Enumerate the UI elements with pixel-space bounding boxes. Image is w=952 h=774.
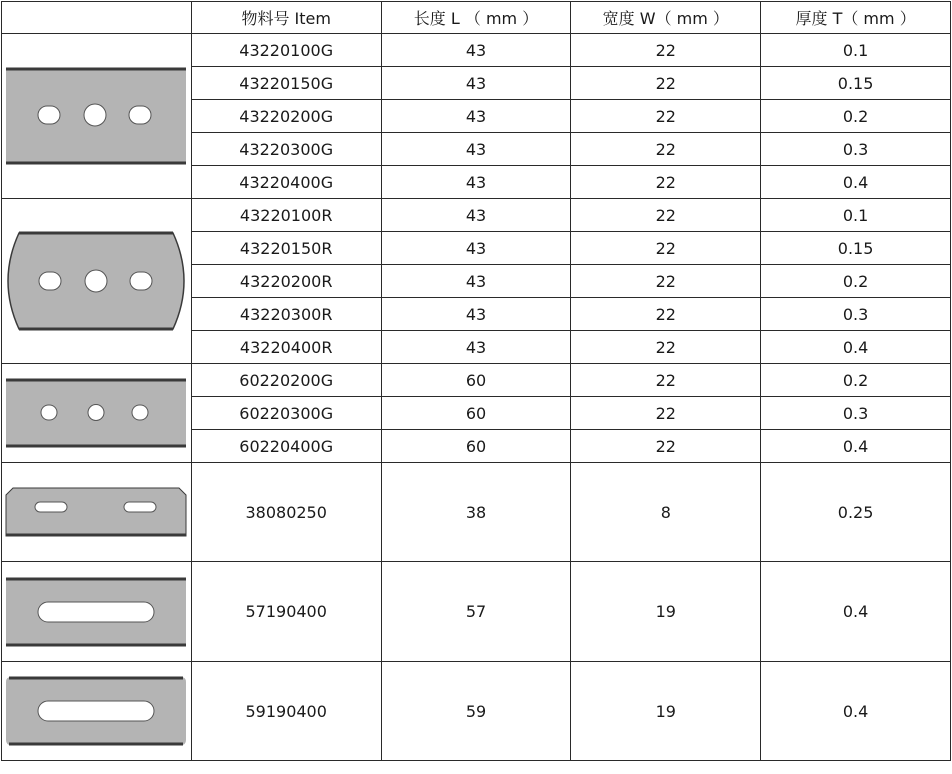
- length-cell: 59: [381, 662, 571, 761]
- thickness-cell: 0.3: [761, 397, 951, 430]
- thickness-cell: 0.1: [761, 34, 951, 67]
- width-cell: 22: [571, 364, 761, 397]
- width-cell: 22: [571, 166, 761, 199]
- blade-chamfered-2slots-image: [5, 487, 187, 537]
- item-cell: 43220200G: [191, 100, 381, 133]
- item-cell: 43220100G: [191, 34, 381, 67]
- blade-image-cell: [2, 364, 192, 463]
- table-header-row: [2, 2, 951, 34]
- item-cell: 60220300G: [191, 397, 381, 430]
- item-cell: 43220400R: [191, 331, 381, 364]
- length-cell: 43: [381, 67, 571, 100]
- header-item: 物料号 Item: [191, 2, 381, 34]
- thickness-cell: 0.4: [761, 430, 951, 463]
- width-cell: 22: [571, 331, 761, 364]
- thickness-cell: 0.15: [761, 232, 951, 265]
- thickness-cell: 0.15: [761, 67, 951, 100]
- length-cell: 43: [381, 34, 571, 67]
- length-cell: 43: [381, 199, 571, 232]
- item-cell: 43220150R: [191, 232, 381, 265]
- table-row: [2, 199, 951, 232]
- length-cell: 43: [381, 232, 571, 265]
- thickness-cell: 0.4: [761, 166, 951, 199]
- blade-spec-table: [1, 1, 951, 761]
- table-row: [2, 463, 951, 562]
- blade-image-cell: [2, 199, 192, 364]
- header-width: 宽度 W（ mm ）: [571, 2, 761, 34]
- item-cell: 43220300G: [191, 133, 381, 166]
- blade-rect-3holes-small-image: [5, 378, 187, 448]
- item-cell: 43220300R: [191, 298, 381, 331]
- thickness-cell: 0.2: [761, 265, 951, 298]
- width-cell: 22: [571, 100, 761, 133]
- thickness-cell: 0.2: [761, 100, 951, 133]
- length-cell: 43: [381, 265, 571, 298]
- width-cell: 8: [571, 463, 761, 562]
- blade-rect-3holes-large-image: [5, 67, 187, 165]
- width-cell: 22: [571, 34, 761, 67]
- thickness-cell: 0.4: [761, 662, 951, 761]
- width-cell: 22: [571, 232, 761, 265]
- length-cell: 57: [381, 562, 571, 662]
- thickness-cell: 0.4: [761, 562, 951, 662]
- item-cell: 43220100R: [191, 199, 381, 232]
- length-cell: 60: [381, 397, 571, 430]
- blade-image-cell: [2, 463, 192, 562]
- item-cell: 43220200R: [191, 265, 381, 298]
- width-cell: 22: [571, 67, 761, 100]
- length-cell: 60: [381, 430, 571, 463]
- item-cell: 59190400: [191, 662, 381, 761]
- thickness-cell: 0.25: [761, 463, 951, 562]
- width-cell: 19: [571, 662, 761, 761]
- item-cell: 43220400G: [191, 166, 381, 199]
- item-cell: 60220200G: [191, 364, 381, 397]
- thickness-cell: 0.3: [761, 298, 951, 331]
- blade-rounded-ends-3holes-image: [5, 229, 187, 333]
- width-cell: 22: [571, 397, 761, 430]
- thickness-cell: 0.4: [761, 331, 951, 364]
- thickness-cell: 0.1: [761, 199, 951, 232]
- blade-rect-long-slot-image: [5, 577, 187, 647]
- blade-image-cell: [2, 562, 192, 662]
- item-cell: 38080250: [191, 463, 381, 562]
- thickness-cell: 0.3: [761, 133, 951, 166]
- width-cell: 22: [571, 265, 761, 298]
- item-cell: 60220400G: [191, 430, 381, 463]
- header-image-cell: [2, 2, 192, 34]
- item-cell: 43220150G: [191, 67, 381, 100]
- width-cell: 22: [571, 199, 761, 232]
- width-cell: 19: [571, 562, 761, 662]
- item-cell: 57190400: [191, 562, 381, 662]
- blade-image-cell: [2, 34, 192, 199]
- length-cell: 60: [381, 364, 571, 397]
- length-cell: 43: [381, 331, 571, 364]
- thickness-cell: 0.2: [761, 364, 951, 397]
- blade-rect-rounded-long-slot-image: [5, 676, 187, 746]
- header-thickness: 厚度 T（ mm ）: [761, 2, 951, 34]
- table-row: [2, 562, 951, 662]
- width-cell: 22: [571, 298, 761, 331]
- table-row: [2, 34, 951, 67]
- width-cell: 22: [571, 133, 761, 166]
- table-row: [2, 364, 951, 397]
- length-cell: 43: [381, 133, 571, 166]
- length-cell: 43: [381, 100, 571, 133]
- length-cell: 38: [381, 463, 571, 562]
- table-row: [2, 662, 951, 761]
- width-cell: 22: [571, 430, 761, 463]
- blade-image-cell: [2, 662, 192, 761]
- length-cell: 43: [381, 298, 571, 331]
- length-cell: 43: [381, 166, 571, 199]
- header-length: 长度 L （ mm ）: [381, 2, 571, 34]
